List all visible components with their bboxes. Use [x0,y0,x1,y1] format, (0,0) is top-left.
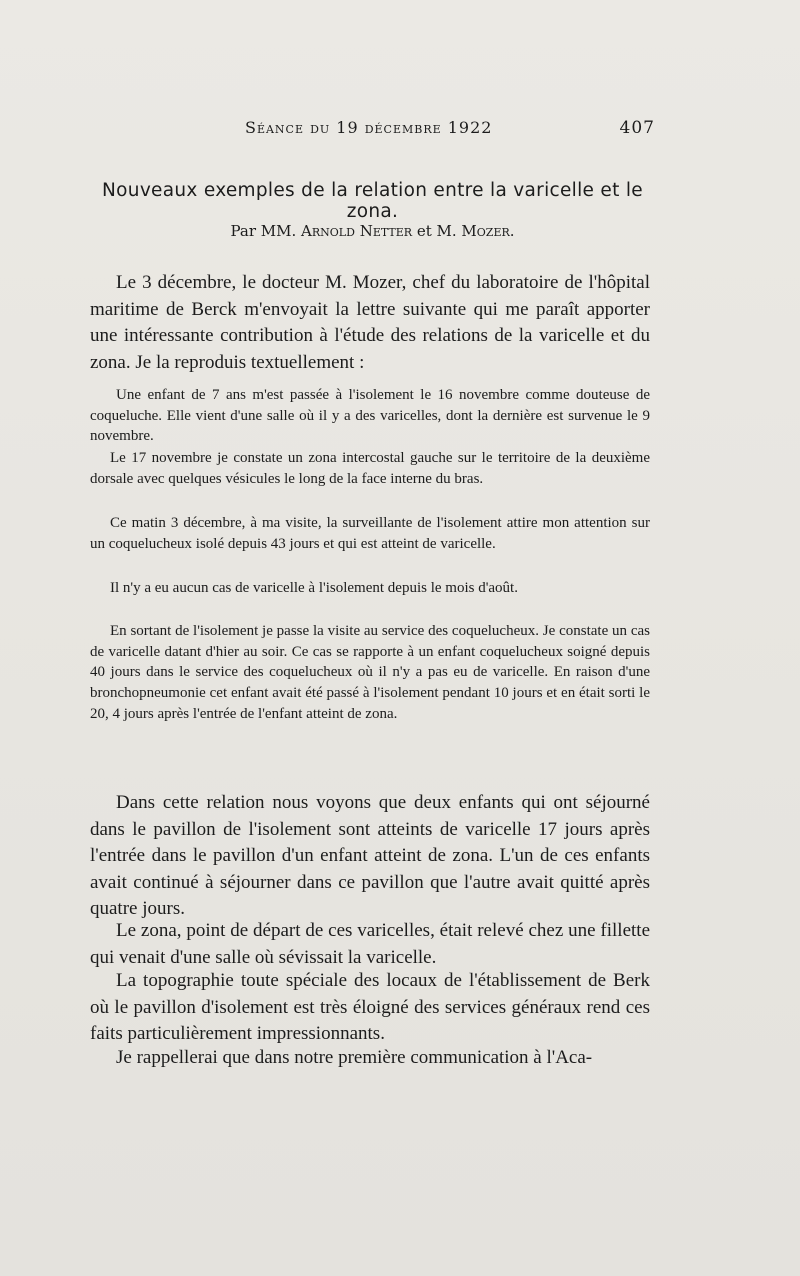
paragraph-discussion: Dans cette relation nous voyons que deux enfants qui ont séjourné dans le pavillon de l'isolement sont atteints de varicelle 17 jours après l'entrée dans le pavillon d'un enfant atteint de zona. L'un de ces enfants avait continué à séjourner dans ce pavillon que l'autre avait quitté après quatre jours. [90,792,650,919]
quote-paragraph-1: Une enfant de 7 ans m'est passée à l'isolement le 16 novembre comme douteuse de coqueluche. Elle vient d'une salle où il y a des varicelles, dont la dernière est survenue le 9 novembre. [90,387,650,445]
paragraph-recall: Je rappellerai que dans notre première communication à l'Aca- [116,1047,593,1068]
quote-paragraph-5: En sortant de l'isolement je passe la visite au service des coquelucheux. Je constate un cas de varicelle datant d'hier au soir. Ce cas se rapporte à un enfant coquelucheux soigné depuis 40 jours dans le service des coquelucheux où il n'y a pas eu de varicelle. En raison d'une bronchopneumonie cet enfant avait été passé à l'isolement pendant 10 jours et en était sorti le 20, 4 jours après l'entrée de l'enfant atteint de zona. [90,623,650,722]
paragraph-intro: Le 3 décembre, le docteur M. Mozer, chef du laboratoire de l'hôpital maritime de Berck m'envoyait la lettre suivante qui me paraît apporter une intéressante contribution à l'étude des relations de la varicelle et du zona. Je la reproduis textuellement : [90,272,650,373]
quote-paragraph-2: Le 17 novembre je constate un zona intercostal gauche sur le territoire de la deuxième dorsale avec quelques vésicules le long de la face interne du bras. [90,450,650,487]
article-authors [90,222,655,240]
paragraph-topography: La topographie toute spéciale des locaux de l'établissement de Berk où le pavillon d'isolement est très éloigné des services généraux rend ces faits particulièrement impressionnants. [90,970,650,1044]
author-netter: Arnold Netter [301,222,413,240]
article-title: Nouveaux exemples de la relation entre la varicelle et le zona. [102,180,643,222]
quote-paragraph-4: Il n'y a eu aucun cas de varicelle à l'isolement depuis le mois d'août. [110,580,518,596]
quote-paragraph-3: Ce matin 3 décembre, à ma visite, la surveillante de l'isolement attire mon attention sur un coquelucheux isolé depuis 43 jours et qui est atteint de varicelle. [90,515,650,552]
running-title: Séance du 19 décembre 1922 [245,118,493,137]
authors-conjunction: et M. [416,222,457,240]
page-number: 407 [619,118,655,138]
author-mozer: Mozer. [461,222,515,240]
paragraph-zona: Le zona, point de départ de ces varicelles, était relevé chez une fillette qui venait d'une salle où sévissait la varicelle. [90,920,650,968]
authors-prefix: Par MM. [230,222,297,240]
